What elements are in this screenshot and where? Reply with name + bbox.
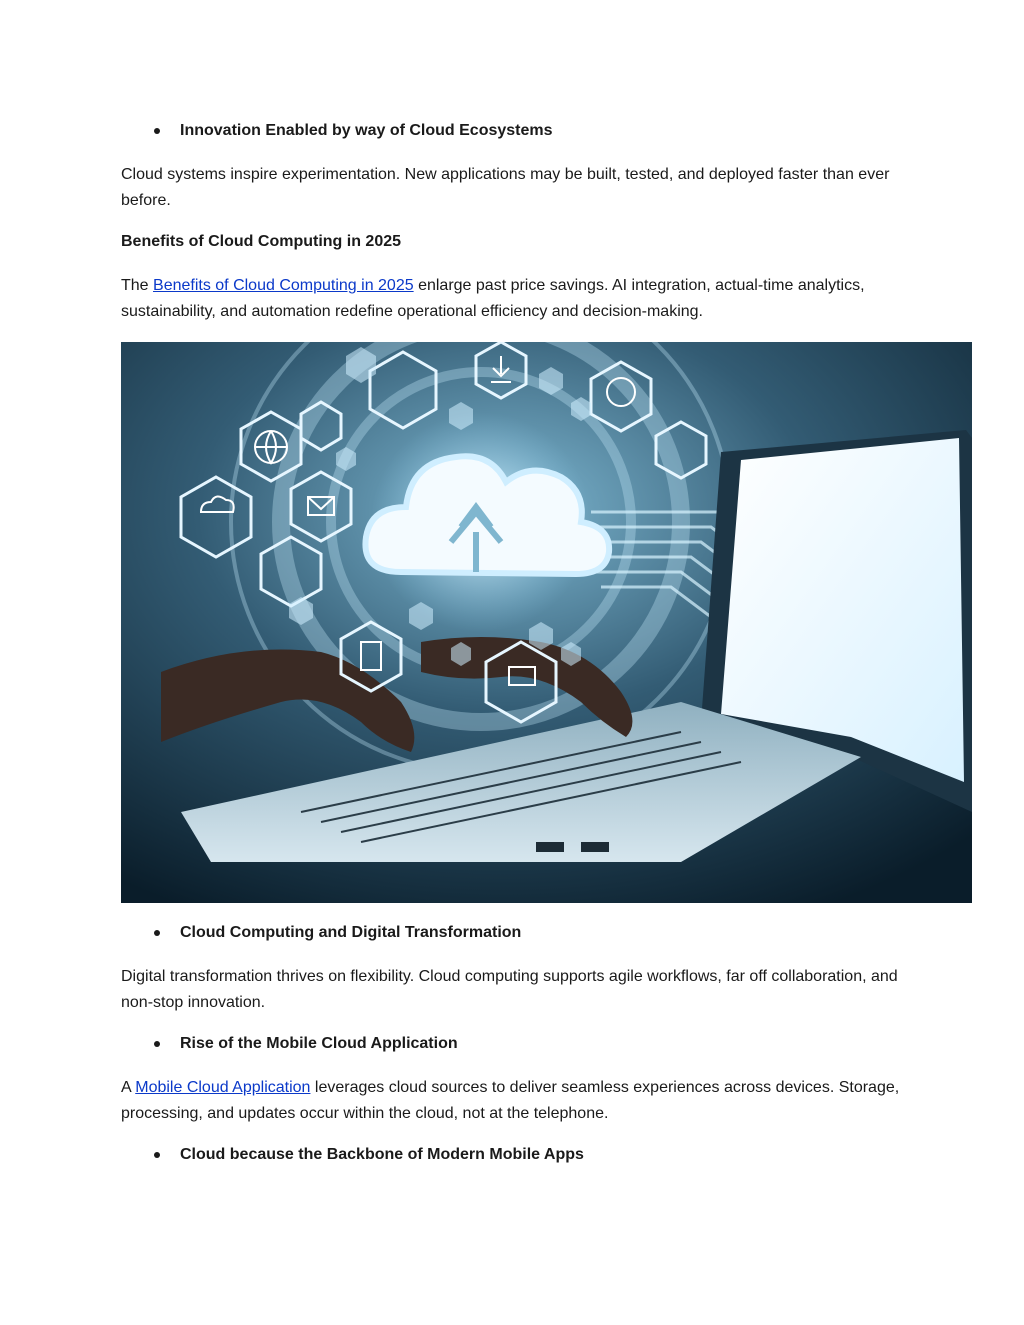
paragraph-cloud-systems: Cloud systems inspire experimentation. New applications may be built, tested, and deployed faster than ever before. (121, 166, 890, 209)
paragraph-benefits (121, 273, 921, 325)
bullet-innovation (154, 122, 553, 140)
bullet-dot (154, 1152, 160, 1158)
text-segment: enlarge past price savings. AI integration, actual-time analytics, sustainability, and automation redefine operational efficiency and decision-making. (121, 277, 865, 320)
paragraph-digital-transformation: Digital transformation thrives on flexibility. Cloud computing supports agile workflows, far off collaboration, and non-stop innovation. (121, 968, 898, 1011)
heading-benefits: Benefits of Cloud Computing in 2025 (121, 233, 402, 250)
bullet-text: Innovation Enabled by way of Cloud Ecosystems (180, 122, 553, 139)
paragraph-mobile-cloud (121, 1075, 921, 1127)
text-segment: leverages cloud sources to deliver seamless experiences across devices. Storage, processing, and updates occur within the cloud, not at the telephone. (121, 1079, 900, 1122)
bullet-dot (154, 128, 160, 134)
bullet-backbone (154, 1146, 584, 1164)
cloud-computing-illustration (121, 342, 972, 903)
bullet-mobile-cloud (154, 1035, 458, 1053)
bullet-text: Rise of the Mobile Cloud Application (180, 1035, 458, 1052)
link-benefits-cloud-2025[interactable]: Benefits of Cloud Computing in 2025 (153, 277, 414, 294)
bullet-dot (154, 930, 160, 936)
illustration-svg (121, 342, 972, 903)
bullet-dot (154, 1041, 160, 1047)
text-segment: The (121, 277, 154, 294)
usb-port (581, 842, 609, 852)
text-segment: A (121, 1079, 136, 1096)
usb-port (536, 842, 564, 852)
bullet-text: Cloud because the Backbone of Modern Mobile Apps (180, 1146, 584, 1163)
bullet-text: Cloud Computing and Digital Transformation (180, 924, 522, 941)
link-mobile-cloud-application[interactable]: Mobile Cloud Application (135, 1079, 311, 1096)
bullet-digital-transformation (154, 924, 521, 942)
